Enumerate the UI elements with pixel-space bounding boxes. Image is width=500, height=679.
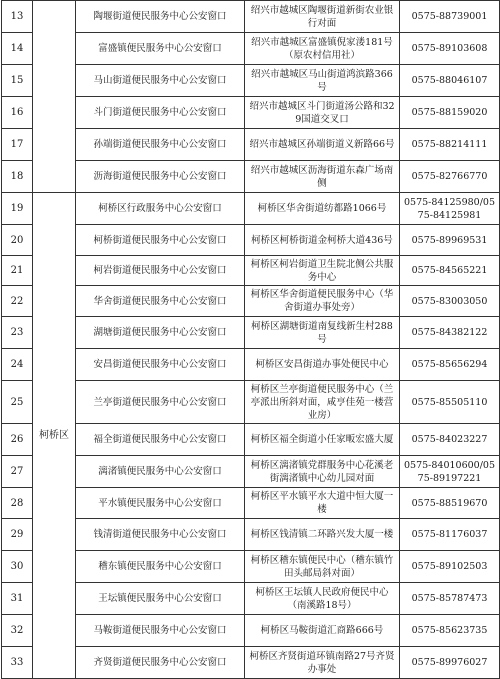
window-address: 柯桥区福全街道小任家畈宏盛大厦 <box>245 424 400 456</box>
window-phone: 0575-81176037 <box>400 519 500 551</box>
table-row <box>2 381 500 424</box>
table-body <box>2 1 500 679</box>
window-name: 王坛镇便民服务中心公安窗口 <box>76 583 245 615</box>
table-row <box>2 129 500 161</box>
table-row <box>2 647 500 679</box>
row-number: 28 <box>2 488 33 519</box>
row-number: 17 <box>2 129 33 161</box>
window-phone: 0575-85656294 <box>400 349 500 381</box>
window-address: 柯桥区兰亭街道便民服务中心（兰亭派出所斜对面，咸亨佳苑一楼营业房） <box>245 381 400 424</box>
row-number: 29 <box>2 519 33 551</box>
window-phone: 0575-88159020 <box>400 97 500 129</box>
row-number: 33 <box>2 647 33 679</box>
window-name: 柯岩街道便民服务中心公安窗口 <box>76 256 245 286</box>
district-label: 柯桥区 <box>33 193 76 679</box>
row-number: 14 <box>2 33 33 65</box>
window-address: 柯桥区柯桥街道金柯桥大道436号 <box>245 225 400 256</box>
service-window-table <box>1 0 500 679</box>
row-number: 23 <box>2 317 33 349</box>
window-name: 斗门街道便民服务中心公安窗口 <box>76 97 245 129</box>
window-name: 马鞍街道便民服务中心公安窗口 <box>76 615 245 647</box>
table-row <box>2 349 500 381</box>
window-address: 绍兴市越城区马山街道鸿滨路366号 <box>245 65 400 97</box>
window-name: 华舍街道便民服务中心公安窗口 <box>76 286 245 317</box>
row-number: 26 <box>2 424 33 456</box>
window-address: 绍兴市越城区富盛镇倪家溇181号（原农村信用社） <box>245 33 400 65</box>
row-number: 32 <box>2 615 33 647</box>
window-phone: 0575-85623735 <box>400 615 500 647</box>
row-number: 19 <box>2 193 33 225</box>
window-address: 柯桥区柯岩街道卫生院北侧公共服务中心 <box>245 256 400 286</box>
window-address: 柯桥区平水镇平水大道中恒大厦一楼 <box>245 488 400 519</box>
window-phone: 0575-88046107 <box>400 65 500 97</box>
window-address: 绍兴市越城区沥海街道东森广场南侧 <box>245 161 400 193</box>
window-name: 福全街道便民服务中心公安窗口 <box>76 424 245 456</box>
window-address: 柯桥区湖塘街道南复线新生村288号 <box>245 317 400 349</box>
window-name: 柯桥街道便民服务中心公安窗口 <box>76 225 245 256</box>
window-name: 马山街道便民服务中心公安窗口 <box>76 65 245 97</box>
window-phone: 0575-89976027 <box>400 647 500 679</box>
window-phone: 0575-89969531 <box>400 225 500 256</box>
row-number: 25 <box>2 381 33 424</box>
table-row <box>2 456 500 488</box>
window-name: 富盛镇便民服务中心公安窗口 <box>76 33 245 65</box>
window-address: 柯桥区安昌街道办事处便民中心 <box>245 349 400 381</box>
window-name: 陶堰街道便民服务中心公安窗口 <box>76 1 245 33</box>
window-name: 安昌街道便民服务中心公安窗口 <box>76 349 245 381</box>
row-number: 18 <box>2 161 33 193</box>
window-address: 柯桥区马鞍街道汇商路666号 <box>245 615 400 647</box>
row-number: 27 <box>2 456 33 488</box>
window-name: 孙端街道便民服务中心公安窗口 <box>76 129 245 161</box>
table-row <box>2 424 500 456</box>
window-address: 柯桥区齐贤街道环镇南路27号齐贤办事处 <box>245 647 400 679</box>
table-row <box>2 615 500 647</box>
table-row <box>2 317 500 349</box>
table-row <box>2 1 500 33</box>
window-address: 绍兴市越城区陶堰街道新街农业银行对面 <box>245 1 400 33</box>
window-phone: 0575-84010600/0575-89197221 <box>400 456 500 488</box>
window-phone: 0575-85787473 <box>400 583 500 615</box>
window-address: 柯桥区钱清镇二环路兴发大厦一楼 <box>245 519 400 551</box>
window-address: 柯桥区稽东镇便民中心（稽东镇竹田头邮局斜对面） <box>245 551 400 583</box>
row-number: 21 <box>2 256 33 286</box>
window-address: 柯桥区漓渚镇党群服务中心花溪老街漓渚镇中心幼儿园对面 <box>245 456 400 488</box>
window-name: 湖塘街道便民服务中心公安窗口 <box>76 317 245 349</box>
table-row <box>2 65 500 97</box>
window-name: 兰亭街道便民服务中心公安窗口 <box>76 381 245 424</box>
table-row <box>2 551 500 583</box>
window-address: 绍兴市越城区斗门街道汤公路和329国道交叉口 <box>245 97 400 129</box>
window-phone: 0575-88519670 <box>400 488 500 519</box>
window-address: 柯桥区王坛镇人民政府便民中心（南溪路18号） <box>245 583 400 615</box>
row-number: 16 <box>2 97 33 129</box>
window-phone: 0575-85505110 <box>400 381 500 424</box>
window-name: 沥海街道便民服务中心公安窗口 <box>76 161 245 193</box>
window-name: 漓渚镇便民服务中心公安窗口 <box>76 456 245 488</box>
table-row <box>2 519 500 551</box>
window-phone: 0575-83003050 <box>400 286 500 317</box>
window-phone: 0575-84382122 <box>400 317 500 349</box>
window-address: 柯桥区华舍街道便民服务中心（华舍街道办事处旁） <box>245 286 400 317</box>
row-number: 22 <box>2 286 33 317</box>
row-number: 15 <box>2 65 33 97</box>
row-number: 13 <box>2 1 33 33</box>
table-row <box>2 97 500 129</box>
table-row <box>2 488 500 519</box>
row-number: 31 <box>2 583 33 615</box>
window-address: 柯桥区华舍街道纺都路1066号 <box>245 193 400 225</box>
table-row <box>2 33 500 65</box>
window-name: 稽东镇便民服务中心公安窗口 <box>76 551 245 583</box>
window-name: 平水镇便民服务中心公安窗口 <box>76 488 245 519</box>
table-row <box>2 193 500 225</box>
table-row <box>2 286 500 317</box>
row-number: 30 <box>2 551 33 583</box>
window-phone: 0575-84565221 <box>400 256 500 286</box>
table-row <box>2 256 500 286</box>
window-phone: 0575-88739001 <box>400 1 500 33</box>
table-row <box>2 225 500 256</box>
window-phone: 0575-82766770 <box>400 161 500 193</box>
window-name: 钱清街道便民服务中心公安窗口 <box>76 519 245 551</box>
window-phone: 0575-89103608 <box>400 33 500 65</box>
window-address: 绍兴市越城区孙端街道义新路66号 <box>245 129 400 161</box>
window-phone: 0575-88214111 <box>400 129 500 161</box>
window-phone: 0575-89102503 <box>400 551 500 583</box>
table-row <box>2 583 500 615</box>
window-name: 柯桥区行政服务中心公安窗口 <box>76 193 245 225</box>
table-row <box>2 161 500 193</box>
row-number: 20 <box>2 225 33 256</box>
window-name: 齐贤街道便民服务中心公安窗口 <box>76 647 245 679</box>
row-number: 24 <box>2 349 33 381</box>
window-phone: 0575-84023227 <box>400 424 500 456</box>
window-phone: 0575-84125980/0575-84125981 <box>400 193 500 225</box>
district-cell-empty <box>33 1 76 193</box>
